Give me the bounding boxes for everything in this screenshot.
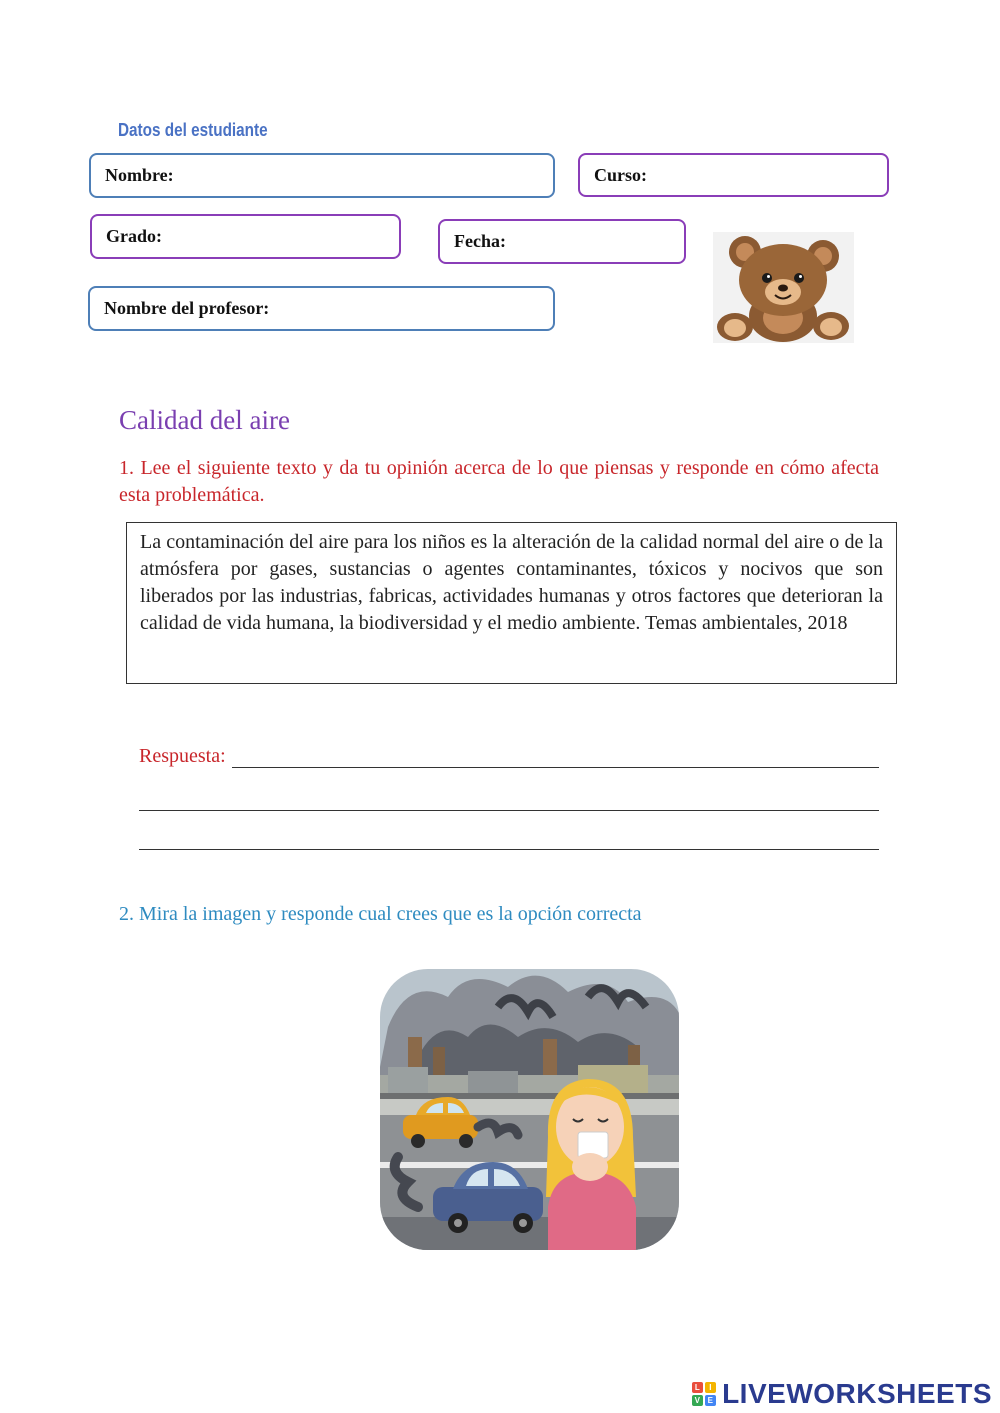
reading-passage: La contaminación del aire para los niños es la alteración de la calidad normal del aire o de la atmósfera por gases, sustancias o agentes contaminantes, tóxicos y nocivos que son liberados por las industrias, fabricas, actividades humanas y otros factores que deterioran la calidad de vida humana, la biodiversidad y el medio ambiente. Temas ambientales, 2018 [140, 531, 883, 634]
student-data-header: Datos del estudiante [118, 120, 268, 140]
brand-logo-letter: I [705, 1382, 716, 1393]
fecha-field[interactable] [438, 219, 686, 264]
liveworksheets-brand [692, 1378, 992, 1410]
profesor-label: Nombre del profesor: [104, 298, 270, 318]
grado-field[interactable] [90, 214, 401, 259]
grado-label: Grado: [106, 226, 162, 246]
reading-passage-box [126, 522, 897, 684]
brand-logo-letter: E [705, 1395, 716, 1406]
answer-underline[interactable] [232, 738, 879, 768]
answer-label: Respuesta: [139, 745, 226, 767]
brand-logo-letter: V [692, 1395, 703, 1406]
teddy-bear-image [713, 232, 854, 343]
answer-line-3[interactable] [139, 820, 879, 850]
answer-underline[interactable] [139, 781, 879, 811]
question-2-prompt: 2. Mira la imagen y responde cual crees que es la opción correcta [119, 903, 642, 925]
profesor-field[interactable] [88, 286, 555, 331]
brand-name: LIVEWORKSHEETS [722, 1378, 992, 1409]
answer-underline[interactable] [139, 820, 879, 850]
nombre-field[interactable] [89, 153, 555, 198]
brand-logo-icon [692, 1382, 716, 1406]
curso-field[interactable] [578, 153, 889, 197]
answer-line-1[interactable] [139, 738, 879, 768]
page-title: Calidad del aire [119, 405, 290, 435]
answer-line-2[interactable] [139, 781, 879, 811]
curso-label: Curso: [594, 164, 647, 185]
fecha-label: Fecha: [454, 231, 506, 251]
question-1-prompt: 1. Lee el siguiente texto y da tu opinión acerca de lo que piensas y responde en cómo afecta esta problemática. [119, 457, 879, 506]
air-pollution-illustration [378, 967, 681, 1252]
brand-logo-letter: L [692, 1382, 703, 1393]
nombre-label: Nombre: [105, 165, 174, 185]
